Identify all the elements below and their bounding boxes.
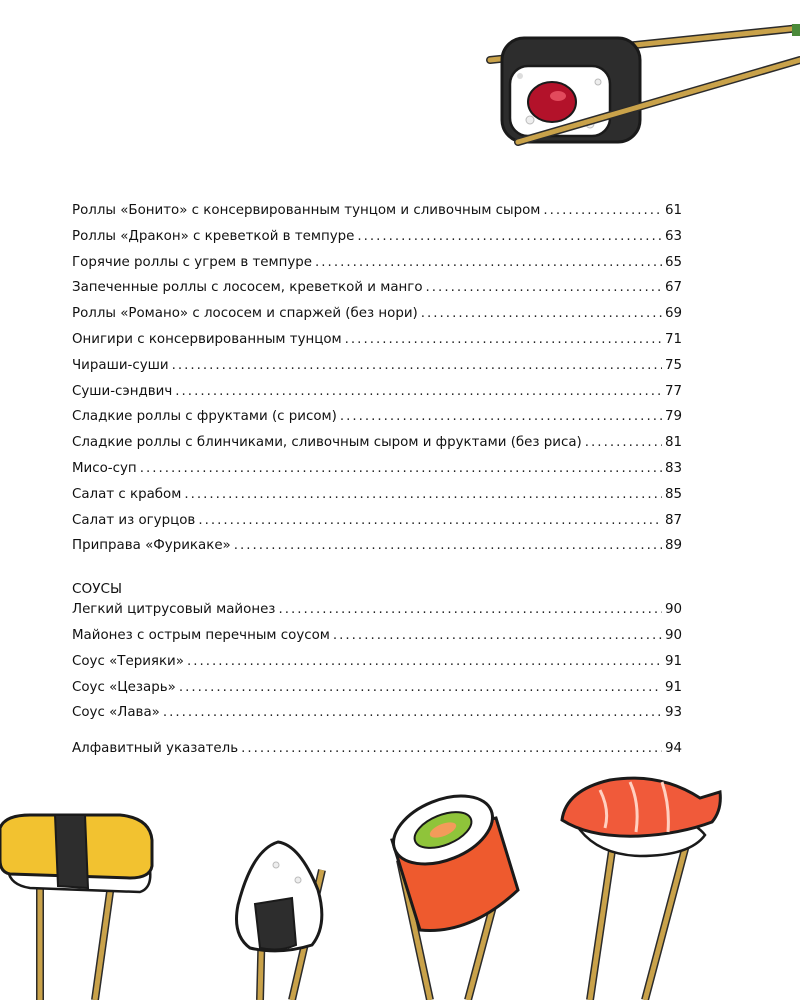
toc-leader-dots [315,255,662,270]
toc-entry-title: Соус «Терияки» [72,653,184,669]
toc-entry-page: 75 [664,357,682,373]
maki-roll-tuna-chopsticks [490,24,800,142]
toc-entry-page: 89 [664,538,682,554]
salmon-roll-chopsticks [384,783,518,1000]
toc-leader-dots [333,628,662,643]
toc-leader-dots [234,538,662,553]
toc-entry-title: Роллы «Романо» с лососем и спаржей (без нори) [72,306,418,322]
toc-entry[interactable] [72,255,682,281]
toc-entry-page: 69 [664,306,682,322]
toc-entry-title: Соус «Лава» [72,705,160,721]
toc-leader-dots [340,409,662,424]
toc-entry[interactable] [72,306,682,332]
onigiri-chopsticks [237,842,323,1000]
toc-leader-dots [198,513,662,528]
toc-entry-page: 67 [664,280,682,296]
toc-entry-page: 79 [664,409,682,425]
toc-entry[interactable] [72,705,682,731]
toc-leader-dots [175,384,662,399]
toc-entry-page: 93 [664,705,682,721]
toc-entry-title: Горячие роллы с угрем в темпуре [72,254,313,270]
toc-entry-page: 81 [664,435,682,451]
table-of-contents [72,203,682,767]
toc-entry-page: 90 [664,602,682,618]
toc-entry-title: Алфавитный указатель [72,741,239,757]
toc-entry[interactable] [72,203,682,229]
toc-entry-page: 83 [664,460,682,476]
toc-leader-dots [163,705,662,720]
toc-leader-dots [426,280,662,295]
toc-leader-dots [187,654,662,669]
shrimp-nigiri-chopsticks [562,778,720,1000]
toc-entry-page: 77 [664,383,682,399]
toc-entry-title: Запеченные роллы с лососем, креветкой и манго [72,280,423,296]
toc-entry-page: 63 [664,228,682,244]
toc-entry[interactable] [72,358,682,384]
toc-entry-page: 87 [664,512,682,528]
toc-entry[interactable] [72,409,682,435]
toc-entry[interactable] [72,332,682,358]
toc-leader-dots [241,741,662,756]
toc-recipes-list [72,203,682,564]
toc-entry[interactable] [72,461,682,487]
toc-leader-dots [278,602,662,617]
toc-entry-page: 91 [664,653,682,669]
toc-entry-title: Чираши-суши [72,357,169,373]
toc-entry-index[interactable] [72,741,682,767]
toc-entry[interactable] [72,602,682,628]
toc-sauces-list [72,602,682,731]
toc-entry-page: 61 [664,203,682,218]
section-heading-sauces: СОУСЫ [72,581,122,598]
toc-entry-page: 90 [664,627,682,643]
toc-entry[interactable] [72,435,682,461]
toc-entry-page: 85 [664,486,682,502]
toc-entry-title: Роллы «Бонито» с консервированным тунцом и сливочным сыром [72,203,541,218]
toc-entry-title: Салат из огурцов [72,512,196,528]
toc-leader-dots [179,680,662,695]
toc-entry-title: Салат с крабом [72,486,182,502]
toc-entry-title: Мисо-суп [72,460,137,476]
toc-entry[interactable] [72,280,682,306]
toc-entry[interactable] [72,487,682,513]
toc-entry-page: 91 [664,679,682,695]
toc-leader-dots [184,487,662,502]
toc-leader-dots [140,461,662,476]
toc-entry-page: 94 [664,741,682,757]
toc-entry[interactable] [72,654,682,680]
toc-entry-title: Онигири с консервированным тунцом [72,331,342,347]
toc-leader-dots [543,203,662,218]
toc-entry-page: 65 [664,254,682,270]
toc-entry-title: Соус «Цезарь» [72,679,176,695]
toc-entry-title: Роллы «Дракон» с креветкой в темпуре [72,228,355,244]
tamago-nigiri-chopsticks [0,815,152,1000]
toc-leader-dots [357,229,662,244]
toc-leader-dots [172,358,662,373]
toc-entry-title: Сладкие роллы с блинчиками, сливочным сыром и фруктами (без риса) [72,435,582,451]
toc-entry-title: Суши-сэндвич [72,383,173,399]
toc-entry[interactable] [72,229,682,255]
toc-entry[interactable] [72,680,682,706]
toc-entry-title: Майонез с острым перечным соусом [72,627,330,643]
toc-entry-page: 71 [664,331,682,347]
toc-entry-title: Сладкие роллы с фруктами (с рисом) [72,409,337,425]
toc-entry[interactable] [72,538,682,564]
toc-entry[interactable] [72,384,682,410]
toc-entry[interactable] [72,628,682,654]
toc-leader-dots [345,332,662,347]
toc-entry-title: Легкий цитрусовый майонез [72,602,276,618]
toc-leader-dots [585,435,662,450]
toc-leader-dots [421,306,662,321]
toc-entry-title: Приправа «Фурикаке» [72,538,231,554]
toc-entry[interactable] [72,513,682,539]
